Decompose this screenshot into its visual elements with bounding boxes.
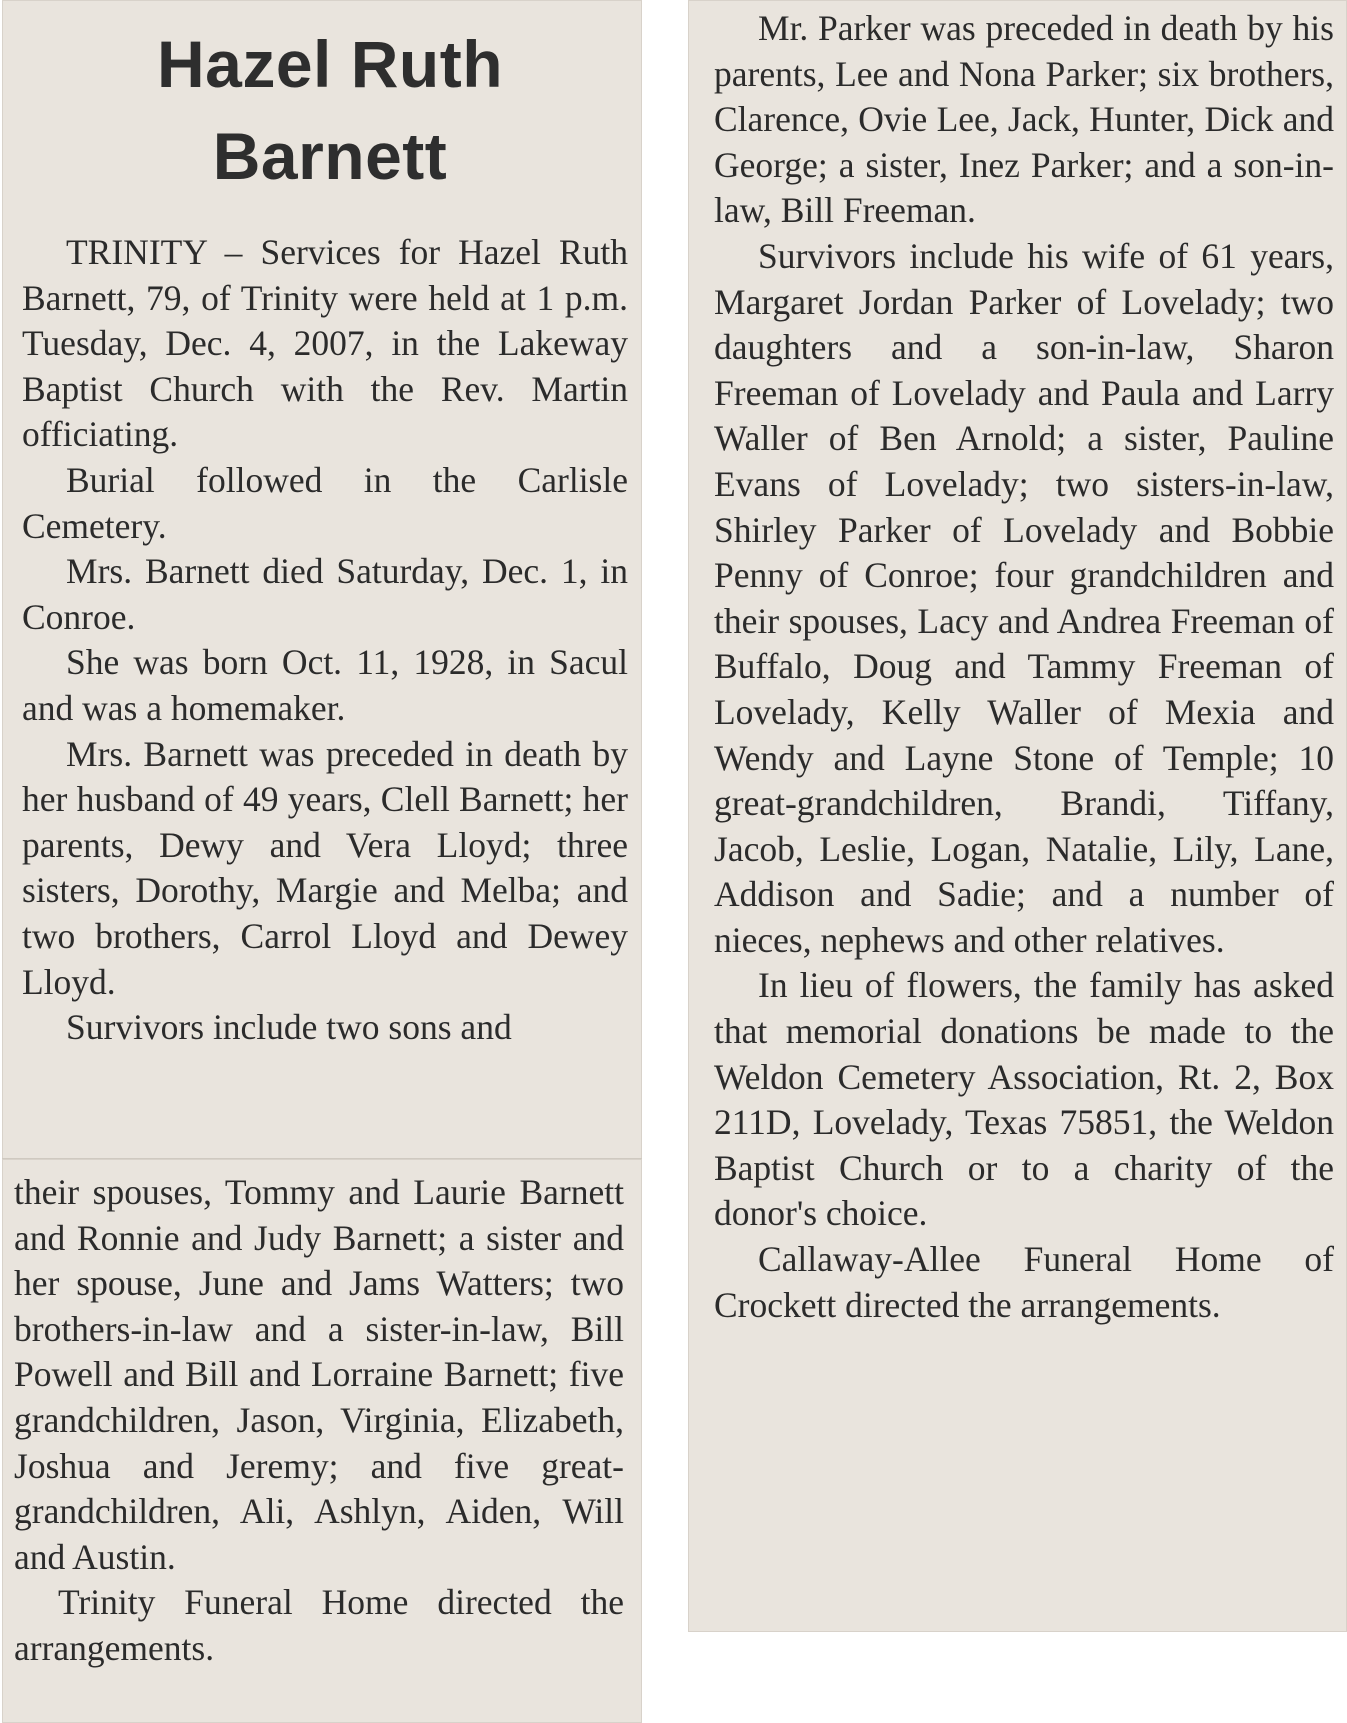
paragraph-survivors-continued: their spouses, Tommy and Laurie Barnett and Ronnie and Judy Barnett; a sister and her spouse, June and Jams Watters; two brothers-in-law and a sister-in-law, Bill Powell and Bill and Lorraine Barnett; five grandchildren, Jason, Virginia, Elizabeth, Joshua and Jeremy; and five great-grandchildren, Ali, Ashlyn, Aiden, Will and Austin. [14,1172,624,1577]
paragraph-services: TRINITY – Services for Hazel Ruth Barnett, 79, of Trinity were held at 1 p.m. Tuesday, Dec. 4, 2007, in the Lakeway Baptist Church with the Rev. Martin officiating. [22,232,628,455]
paragraph-parker-preceded: Mr. Parker was preceded in death by his parents, Lee and Nona Parker; six brothers, Clarence, Ovie Lee, Jack, Hunter, Dick and George; a sister, Inez Parker; and a son-in-law, Bill Freeman. [714,8,1334,231]
paragraph-burial: Burial followed in the Carlisle Cemetery. [22,459,628,546]
paragraph-preceded: Mrs. Barnett was preceded in death by her husband of 49 years, Clell Barnett; her parents, Dewy and Vera Lloyd; three sisters, Dorothy, Margie and Melba; and two brothers, Carrol Lloyd and Dewey Lloyd. [22,733,628,1002]
paragraph-memorials: In lieu of flowers, the family has asked that memorial donations be made to the Weldon Cemetery Association, Rt. 2, Box 211D, Lovelady, Texas 75851, the Weldon Baptist Church or to a charity of the donor's choice. [714,965,1334,1234]
paragraph-death: Mrs. Barnett died Saturday, Dec. 1, in Conroe. [22,551,628,637]
obituary-headline: Hazel Ruth Barnett [156,27,504,193]
left-column-bottom-text [14,1170,624,1672]
paragraph-birth: She was born Oct. 11, 1928, in Sacul and was a homemaker. [22,642,628,728]
paragraph-survivors-start: Survivors include two sons and [66,1007,512,1048]
left-column-top-text [22,230,628,1051]
paragraph-parker-funeral-home: Callaway-Allee Funeral Home of Crockett directed the arrangements. [714,1239,1334,1325]
paragraph-funeral-home: Trinity Funeral Home directed the arrangements. [14,1582,624,1668]
right-column-text [714,6,1334,1328]
paragraph-parker-survivors: Survivors include his wife of 61 years, Margaret Jordan Parker of Lovelady; two daughters and a son-in-law, Sharon Freeman of Lovelady and Paula and Larry Waller of Ben Arnold; a sister, Pauline Evans of Lovelady; two sisters-in-law, Shirley Parker of Lovelady and Bobbie Penny of Conroe; four grandchildren and their spouses, Lacy and Andrea Freeman of Buffalo, Doug and Tammy Freeman of Lovelady, Kelly Waller of Mexia and Wendy and Layne Stone of Temple; 10 great-grandchildren, Brandi, Tiffany, Jacob, Leslie, Logan, Natalie, Lily, Lane, Addison and Sadie; and a number of nieces, nephews and other relatives. [714,235,1334,960]
